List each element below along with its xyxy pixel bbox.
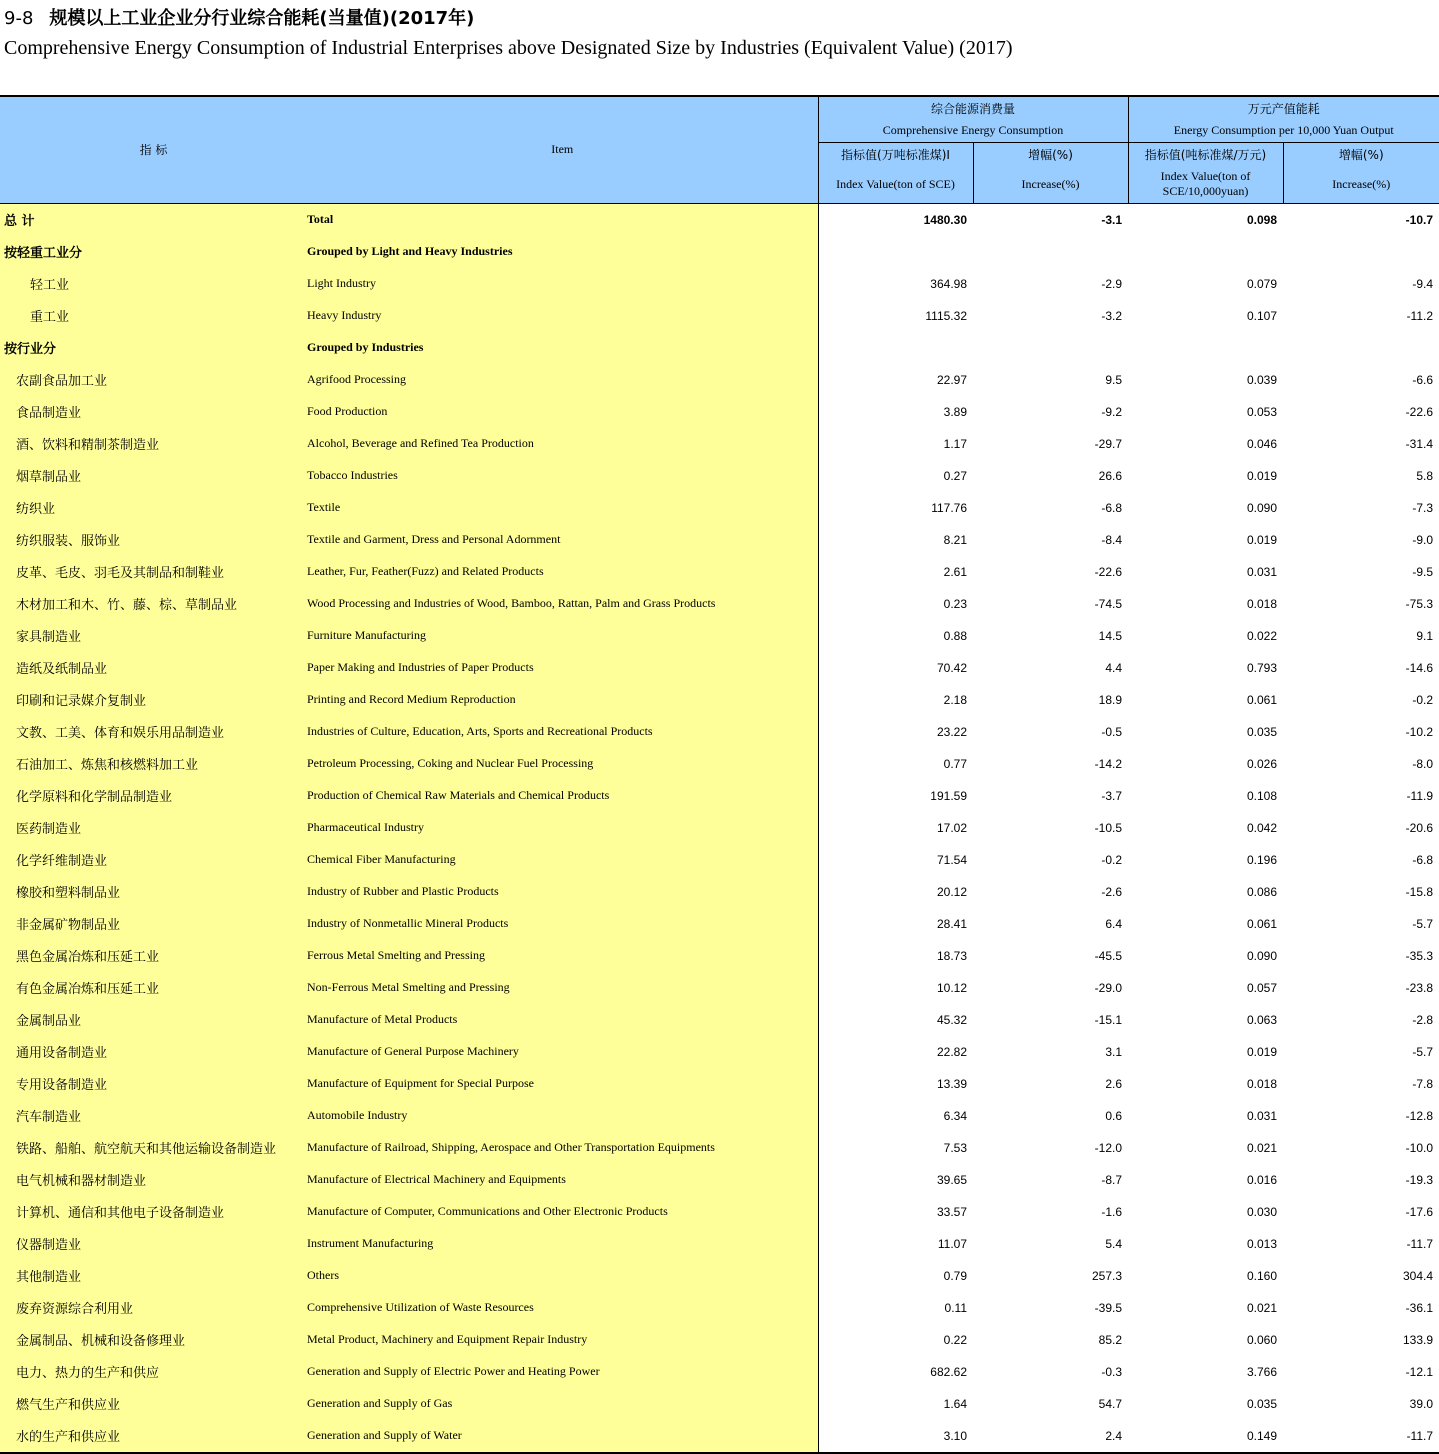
row-label-en: Heavy Industry — [307, 300, 818, 332]
cell-intensity-value: 0.042 — [1246, 820, 1278, 835]
row-label-en: Light Industry — [307, 268, 818, 300]
cell-energy-value: 191.59 — [818, 780, 973, 812]
table-number: 9-8 — [4, 8, 34, 29]
table-row — [0, 780, 1439, 812]
cell-intensity-value: 0.107 — [1246, 308, 1278, 323]
table-row — [0, 684, 1439, 716]
row-label-zh: 非金属矿物制品业 — [0, 908, 307, 940]
cell-energy-increase — [973, 236, 1128, 268]
row-label-zh: 化学纤维制造业 — [0, 844, 307, 876]
cell-energy-increase: 3.1 — [1105, 1044, 1123, 1059]
cell-intensity-increase: -9.0 — [1412, 532, 1434, 547]
cell-energy-increase: -39.5 — [1094, 1300, 1123, 1315]
cell-energy-value: 28.41 — [818, 908, 973, 940]
cell-intensity-increase: 39.0 — [1409, 1396, 1434, 1411]
row-label-zh: 重工业 — [0, 300, 307, 332]
row-label-zh: 黑色金属冶炼和压延工业 — [0, 940, 307, 972]
table-row — [0, 460, 1439, 492]
cell-intensity-value: 0.057 — [1246, 980, 1278, 995]
cell-energy-value: 3.89 — [818, 396, 973, 428]
cell-energy-increase: 26.6 — [1098, 468, 1123, 483]
row-label-en: Industry of Nonmetallic Mineral Products — [307, 908, 818, 940]
cell-energy-value: 682.62 — [818, 1356, 973, 1388]
table-row — [0, 396, 1439, 428]
row-label-en: Others — [307, 1260, 818, 1292]
row-label-en: Automobile Industry — [307, 1100, 818, 1132]
cell-intensity-increase: 304.4 — [1403, 1268, 1434, 1283]
cell-intensity-value: 0.031 — [1246, 1108, 1278, 1123]
row-label-zh: 仪器制造业 — [0, 1228, 307, 1260]
cell-intensity-value: 0.021 — [1246, 1300, 1278, 1315]
cell-intensity-increase: -35.3 — [1405, 948, 1434, 963]
cell-energy-value: 117.76 — [818, 492, 973, 524]
header-indicator: 指 标 — [0, 96, 307, 203]
table-row — [0, 1292, 1439, 1324]
row-label-zh: 有色金属冶炼和压延工业 — [0, 972, 307, 1004]
row-label-zh: 橡胶和塑料制品业 — [0, 876, 307, 908]
table-header — [0, 96, 1439, 203]
cell-energy-value: 0.11 — [818, 1292, 973, 1324]
cell-intensity-increase: -12.1 — [1405, 1364, 1434, 1379]
table-row — [0, 1420, 1439, 1453]
row-label-zh: 酒、饮料和精制茶制造业 — [0, 428, 307, 460]
table-title-zh-text: 规模以上工业企业分行业综合能耗(当量值)(2017年) — [49, 8, 475, 29]
table-row — [0, 1356, 1439, 1388]
cell-intensity-value: 0.030 — [1246, 1204, 1278, 1219]
row-label-en: Manufacture of Computer, Communications and Other Electronic Products — [307, 1196, 818, 1228]
table-row — [0, 748, 1439, 780]
cell-intensity-value: 0.019 — [1246, 1044, 1278, 1059]
cell-energy-increase: 18.9 — [1098, 692, 1123, 707]
cell-intensity-increase: -11.7 — [1283, 1420, 1439, 1453]
cell-intensity-increase: -10.2 — [1405, 724, 1434, 739]
header-group2-zh: 万元产值能耗 — [1128, 96, 1439, 120]
cell-intensity-increase: -5.7 — [1412, 916, 1434, 931]
cell-energy-increase: -2.6 — [1101, 884, 1123, 899]
table-row — [0, 1196, 1439, 1228]
cell-energy-value — [818, 236, 973, 268]
cell-intensity-value: 0.016 — [1246, 1172, 1278, 1187]
cell-energy-increase: -6.8 — [1101, 500, 1123, 515]
cell-energy-value: 0.27 — [818, 460, 973, 492]
cell-intensity-increase: -23.8 — [1405, 980, 1434, 995]
row-label-zh: 医药制造业 — [0, 812, 307, 844]
row-label-zh: 电气机械和器材制造业 — [0, 1164, 307, 1196]
cell-intensity-increase: -14.6 — [1405, 660, 1434, 675]
cell-intensity-value: 0.079 — [1246, 276, 1278, 291]
table-row — [0, 203, 1439, 236]
table-row — [0, 652, 1439, 684]
cell-energy-value: 0.79 — [818, 1260, 973, 1292]
cell-energy-increase: -3.1 — [1101, 212, 1123, 227]
cell-energy-increase: 2.6 — [1105, 1076, 1123, 1091]
row-label-en: Alcohol, Beverage and Refined Tea Production — [307, 428, 818, 460]
row-label-en: Generation and Supply of Electric Power and Heating Power — [307, 1356, 818, 1388]
cell-intensity-increase: -10.7 — [1405, 212, 1434, 227]
header-c3-en: Index Value(ton of SCE/10,000yuan) — [1128, 166, 1283, 203]
cell-intensity-value: 0.031 — [1246, 564, 1278, 579]
cell-energy-value: 22.97 — [818, 364, 973, 396]
table-row — [0, 588, 1439, 620]
table-row — [0, 876, 1439, 908]
table-body — [0, 203, 1439, 1453]
cell-intensity-value: 0.793 — [1246, 660, 1278, 675]
cell-energy-increase: 9.5 — [1105, 372, 1123, 387]
cell-energy-value: 70.42 — [818, 652, 973, 684]
cell-energy-value: 23.22 — [818, 716, 973, 748]
cell-intensity-increase: -8.0 — [1412, 756, 1434, 771]
table-row — [0, 556, 1439, 588]
cell-energy-increase: 54.7 — [1098, 1396, 1123, 1411]
cell-intensity-increase: -6.8 — [1412, 852, 1434, 867]
row-label-zh: 按行业分 — [0, 332, 307, 364]
cell-energy-increase: -14.2 — [1094, 756, 1123, 771]
cell-intensity-increase: -6.6 — [1412, 372, 1434, 387]
table-row — [0, 972, 1439, 1004]
cell-intensity-increase: -75.3 — [1405, 596, 1434, 611]
row-label-en: Grouped by Light and Heavy Industries — [307, 236, 818, 268]
header-c3-zh: 指标值(吨标准煤/万元) — [1128, 142, 1283, 166]
table-row — [0, 428, 1439, 460]
cell-energy-increase — [973, 332, 1128, 364]
row-label-en: Metal Product, Machinery and Equipment Repair Industry — [307, 1324, 818, 1356]
cell-energy-increase: -12.0 — [1094, 1140, 1123, 1155]
cell-energy-increase: -8.4 — [1101, 532, 1123, 547]
table-row — [0, 1164, 1439, 1196]
cell-energy-increase: -74.5 — [1094, 596, 1123, 611]
header-group1-zh: 综合能源消费量 — [818, 96, 1128, 120]
row-label-zh: 废弃资源综合利用业 — [0, 1292, 307, 1324]
cell-energy-value — [818, 332, 973, 364]
cell-energy-value: 11.07 — [818, 1228, 973, 1260]
row-label-zh: 烟草制品业 — [0, 460, 307, 492]
row-label-en: Manufacture of General Purpose Machinery — [307, 1036, 818, 1068]
cell-energy-value: 17.02 — [818, 812, 973, 844]
cell-intensity-value: 0.026 — [1246, 756, 1278, 771]
header-item: Item — [307, 96, 818, 203]
cell-intensity-increase: -20.6 — [1405, 820, 1434, 835]
cell-intensity-increase: 133.9 — [1403, 1332, 1434, 1347]
row-label-zh: 专用设备制造业 — [0, 1068, 307, 1100]
cell-energy-increase: -1.6 — [1101, 1204, 1123, 1219]
cell-intensity-value: 0.019 — [1246, 532, 1278, 547]
cell-intensity-increase: -2.8 — [1412, 1012, 1434, 1027]
row-label-en: Industries of Culture, Education, Arts, Sports and Recreational Products — [307, 716, 818, 748]
row-label-en: Ferrous Metal Smelting and Pressing — [307, 940, 818, 972]
row-label-en: Tobacco Industries — [307, 460, 818, 492]
cell-intensity-increase — [1283, 332, 1439, 364]
table-row — [0, 908, 1439, 940]
cell-intensity-increase: 9.1 — [1416, 628, 1434, 643]
row-label-en: Manufacture of Metal Products — [307, 1004, 818, 1036]
cell-intensity-value: 0.149 — [1128, 1420, 1283, 1453]
row-label-zh: 食品制造业 — [0, 396, 307, 428]
row-label-en: Generation and Supply of Gas — [307, 1388, 818, 1420]
cell-energy-value: 1115.32 — [818, 300, 973, 332]
cell-energy-value: 39.65 — [818, 1164, 973, 1196]
cell-intensity-value: 0.061 — [1246, 692, 1278, 707]
row-label-zh: 石油加工、炼焦和核燃料加工业 — [0, 748, 307, 780]
cell-intensity-increase: -7.8 — [1412, 1076, 1434, 1091]
row-label-zh: 通用设备制造业 — [0, 1036, 307, 1068]
row-label-en: Manufacture of Railroad, Shipping, Aerospace and Other Transportation Equipments — [307, 1132, 818, 1164]
header-group2-en: Energy Consumption per 10,000 Yuan Output — [1128, 120, 1439, 142]
cell-energy-increase: 5.4 — [1105, 1236, 1123, 1251]
cell-energy-increase: 257.3 — [1091, 1268, 1123, 1283]
cell-energy-increase: -0.5 — [1101, 724, 1123, 739]
header-c1-en: Index Value(ton of SCE) — [818, 166, 973, 203]
cell-intensity-increase: -11.9 — [1406, 788, 1434, 803]
cell-energy-value: 6.34 — [818, 1100, 973, 1132]
cell-intensity-value: 0.060 — [1246, 1332, 1278, 1347]
row-label-zh: 汽车制造业 — [0, 1100, 307, 1132]
row-label-zh: 按轻重工业分 — [0, 236, 307, 268]
cell-intensity-value: 0.108 — [1246, 788, 1278, 803]
row-label-en: Generation and Supply of Water — [307, 1420, 818, 1453]
row-label-zh: 造纸及纸制品业 — [0, 652, 307, 684]
cell-energy-increase: 6.4 — [1105, 916, 1123, 931]
row-label-en: Textile and Garment, Dress and Personal Adornment — [307, 524, 818, 556]
table-row — [0, 524, 1439, 556]
row-label-en: Textile — [307, 492, 818, 524]
cell-intensity-value: 0.086 — [1246, 884, 1278, 899]
cell-intensity-value: 0.021 — [1246, 1140, 1278, 1155]
row-label-zh: 轻工业 — [0, 268, 307, 300]
table-row — [0, 1068, 1439, 1100]
header-group1-en: Comprehensive Energy Consumption — [818, 120, 1128, 142]
cell-intensity-value: 0.035 — [1246, 1396, 1278, 1411]
cell-intensity-value: 3.766 — [1246, 1364, 1278, 1379]
row-label-en: Manufacture of Equipment for Special Purpose — [307, 1068, 818, 1100]
cell-intensity-value: 0.090 — [1246, 948, 1278, 963]
cell-energy-value: 0.88 — [818, 620, 973, 652]
row-label-en: Printing and Record Medium Reproduction — [307, 684, 818, 716]
cell-energy-value: 33.57 — [818, 1196, 973, 1228]
table-row — [0, 268, 1439, 300]
row-label-en: Comprehensive Utilization of Waste Resources — [307, 1292, 818, 1324]
row-label-zh: 印刷和记录媒介复制业 — [0, 684, 307, 716]
cell-energy-increase: -3.7 — [1101, 788, 1123, 803]
row-label-zh: 铁路、船舶、航空航天和其他运输设备制造业 — [0, 1132, 307, 1164]
cell-energy-value: 18.73 — [818, 940, 973, 972]
row-label-en: Instrument Manufacturing — [307, 1228, 818, 1260]
cell-intensity-value: 0.090 — [1246, 500, 1278, 515]
cell-intensity-increase: -9.4 — [1412, 276, 1434, 291]
cell-energy-increase: -3.2 — [1101, 308, 1123, 323]
cell-energy-value: 71.54 — [818, 844, 973, 876]
row-label-en: Furniture Manufacturing — [307, 620, 818, 652]
header-c1-zh: 指标值(万吨标准煤)I — [818, 142, 973, 166]
cell-intensity-increase: -36.1 — [1405, 1300, 1434, 1315]
table-row — [0, 1100, 1439, 1132]
row-label-en: Pharmaceutical Industry — [307, 812, 818, 844]
row-label-zh: 其他制造业 — [0, 1260, 307, 1292]
cell-energy-increase: 4.4 — [1105, 660, 1123, 675]
cell-intensity-value — [1128, 236, 1283, 268]
cell-intensity-increase: -17.6 — [1405, 1204, 1434, 1219]
table-row — [0, 1388, 1439, 1420]
cell-energy-increase: -8.7 — [1101, 1172, 1123, 1187]
cell-energy-increase: -15.1 — [1094, 1012, 1123, 1027]
cell-energy-value: 13.39 — [818, 1068, 973, 1100]
cell-intensity-value — [1128, 332, 1283, 364]
cell-energy-increase: -0.2 — [1101, 852, 1123, 867]
cell-intensity-increase: -15.8 — [1405, 884, 1434, 899]
cell-intensity-value: 0.013 — [1246, 1236, 1278, 1251]
table-row — [0, 236, 1439, 268]
cell-energy-increase: -29.7 — [1094, 436, 1123, 451]
row-label-zh: 家具制造业 — [0, 620, 307, 652]
table-row — [0, 1004, 1439, 1036]
cell-intensity-increase: -5.7 — [1412, 1044, 1434, 1059]
table-row — [0, 1324, 1439, 1356]
cell-intensity-value: 0.039 — [1246, 372, 1278, 387]
row-label-en: Chemical Fiber Manufacturing — [307, 844, 818, 876]
cell-energy-increase: -9.2 — [1101, 404, 1123, 419]
cell-intensity-value: 0.196 — [1246, 852, 1278, 867]
cell-energy-increase: -22.6 — [1094, 564, 1123, 579]
row-label-zh: 木材加工和木、竹、藤、棕、草制品业 — [0, 588, 307, 620]
row-label-en: Total — [307, 203, 818, 236]
table-title-zh — [4, 4, 474, 30]
row-label-en: Leather, Fur, Feather(Fuzz) and Related Products — [307, 556, 818, 588]
cell-intensity-increase: -19.3 — [1405, 1172, 1434, 1187]
row-label-zh: 化学原料和化学制品制造业 — [0, 780, 307, 812]
row-label-zh: 水的生产和供应业 — [0, 1420, 307, 1453]
row-label-en: Wood Processing and Industries of Wood, Bamboo, Rattan, Palm and Grass Products — [307, 588, 818, 620]
cell-energy-value: 2.18 — [818, 684, 973, 716]
row-label-zh: 燃气生产和供应业 — [0, 1388, 307, 1420]
cell-energy-value: 22.82 — [818, 1036, 973, 1068]
cell-energy-value: 45.32 — [818, 1004, 973, 1036]
cell-intensity-value: 0.063 — [1246, 1012, 1278, 1027]
table-row — [0, 492, 1439, 524]
cell-energy-increase: -29.0 — [1094, 980, 1123, 995]
cell-energy-value: 1480.30 — [818, 203, 973, 236]
cell-intensity-increase: -22.6 — [1405, 404, 1434, 419]
cell-energy-increase: -45.5 — [1094, 948, 1123, 963]
table-row — [0, 844, 1439, 876]
cell-intensity-increase: -11.7 — [1406, 1236, 1434, 1251]
cell-energy-value: 20.12 — [818, 876, 973, 908]
table-row — [0, 940, 1439, 972]
row-label-zh: 金属制品、机械和设备修理业 — [0, 1324, 307, 1356]
cell-energy-value: 1.64 — [818, 1388, 973, 1420]
cell-intensity-value: 0.035 — [1246, 724, 1278, 739]
table-row — [0, 332, 1439, 364]
cell-energy-value: 8.21 — [818, 524, 973, 556]
table-row — [0, 716, 1439, 748]
cell-energy-increase: -2.9 — [1101, 276, 1123, 291]
table-row — [0, 364, 1439, 396]
cell-intensity-increase: -11.2 — [1406, 308, 1434, 323]
cell-intensity-increase: -12.8 — [1405, 1108, 1434, 1123]
row-label-en: Manufacture of Electrical Machinery and Equipments — [307, 1164, 818, 1196]
table-row — [0, 1036, 1439, 1068]
row-label-zh: 电力、热力的生产和供应 — [0, 1356, 307, 1388]
cell-intensity-value: 0.018 — [1246, 1076, 1278, 1091]
row-label-zh: 纺织业 — [0, 492, 307, 524]
cell-intensity-value: 0.018 — [1246, 596, 1278, 611]
cell-energy-increase: 2.4 — [973, 1420, 1128, 1453]
cell-intensity-value: 0.046 — [1246, 436, 1278, 451]
cell-energy-increase: 85.2 — [1098, 1332, 1123, 1347]
cell-energy-value: 364.98 — [818, 268, 973, 300]
row-label-zh: 皮革、毛皮、羽毛及其制品和制鞋业 — [0, 556, 307, 588]
cell-energy-value: 3.10 — [818, 1420, 973, 1453]
cell-energy-value: 0.22 — [818, 1324, 973, 1356]
header-c2-en: Increase(%) — [973, 166, 1128, 203]
row-label-en: Petroleum Processing, Coking and Nuclear Fuel Processing — [307, 748, 818, 780]
cell-intensity-value: 0.053 — [1246, 404, 1278, 419]
cell-energy-increase: -10.5 — [1094, 820, 1123, 835]
row-label-en: Non-Ferrous Metal Smelting and Pressing — [307, 972, 818, 1004]
row-label-en: Agrifood Processing — [307, 364, 818, 396]
cell-intensity-value: 0.019 — [1246, 468, 1278, 483]
row-label-en: Grouped by Industries — [307, 332, 818, 364]
data-table — [0, 95, 1439, 1454]
row-label-en: Paper Making and Industries of Paper Products — [307, 652, 818, 684]
cell-intensity-increase: -31.4 — [1405, 436, 1434, 451]
row-label-en: Industry of Rubber and Plastic Products — [307, 876, 818, 908]
row-label-zh: 金属制品业 — [0, 1004, 307, 1036]
cell-energy-value: 10.12 — [818, 972, 973, 1004]
row-label-zh: 总 计 — [0, 203, 307, 236]
cell-energy-increase: -0.3 — [1101, 1364, 1123, 1379]
cell-intensity-increase: -9.5 — [1412, 564, 1434, 579]
cell-energy-value: 7.53 — [818, 1132, 973, 1164]
header-c4-zh: 增幅(%) — [1283, 142, 1439, 166]
cell-intensity-increase: -7.3 — [1412, 500, 1434, 515]
header-c2-zh: 增幅(%) — [973, 142, 1128, 166]
row-label-zh: 文教、工美、体育和娱乐用品制造业 — [0, 716, 307, 748]
row-label-zh: 计算机、通信和其他电子设备制造业 — [0, 1196, 307, 1228]
table-row — [0, 1260, 1439, 1292]
row-label-zh: 纺织服装、服饰业 — [0, 524, 307, 556]
cell-intensity-value: 0.061 — [1246, 916, 1278, 931]
table-row — [0, 1132, 1439, 1164]
cell-energy-value: 0.23 — [818, 588, 973, 620]
table-row — [0, 300, 1439, 332]
row-label-en: Food Production — [307, 396, 818, 428]
table-row — [0, 1228, 1439, 1260]
cell-intensity-increase: -0.2 — [1412, 692, 1434, 707]
cell-energy-value: 2.61 — [818, 556, 973, 588]
cell-intensity-value: 0.022 — [1246, 628, 1278, 643]
cell-intensity-increase — [1283, 236, 1439, 268]
cell-energy-value: 1.17 — [818, 428, 973, 460]
cell-intensity-increase: -10.0 — [1405, 1140, 1434, 1155]
table-row — [0, 812, 1439, 844]
cell-energy-value: 0.77 — [818, 748, 973, 780]
cell-energy-increase: 0.6 — [1105, 1108, 1123, 1123]
row-label-zh: 农副食品加工业 — [0, 364, 307, 396]
cell-intensity-value: 0.098 — [1246, 212, 1278, 227]
row-label-en: Production of Chemical Raw Materials and Chemical Products — [307, 780, 818, 812]
table-title-en: Comprehensive Energy Consumption of Industrial Enterprises above Designated Size by Industries (Equivalent Value) (2017) — [4, 37, 1013, 59]
cell-intensity-value: 0.160 — [1246, 1268, 1278, 1283]
header-c4-en: Increase(%) — [1283, 166, 1439, 203]
cell-energy-increase: 14.5 — [1098, 628, 1123, 643]
table-row — [0, 620, 1439, 652]
cell-intensity-increase: 5.8 — [1416, 468, 1434, 483]
